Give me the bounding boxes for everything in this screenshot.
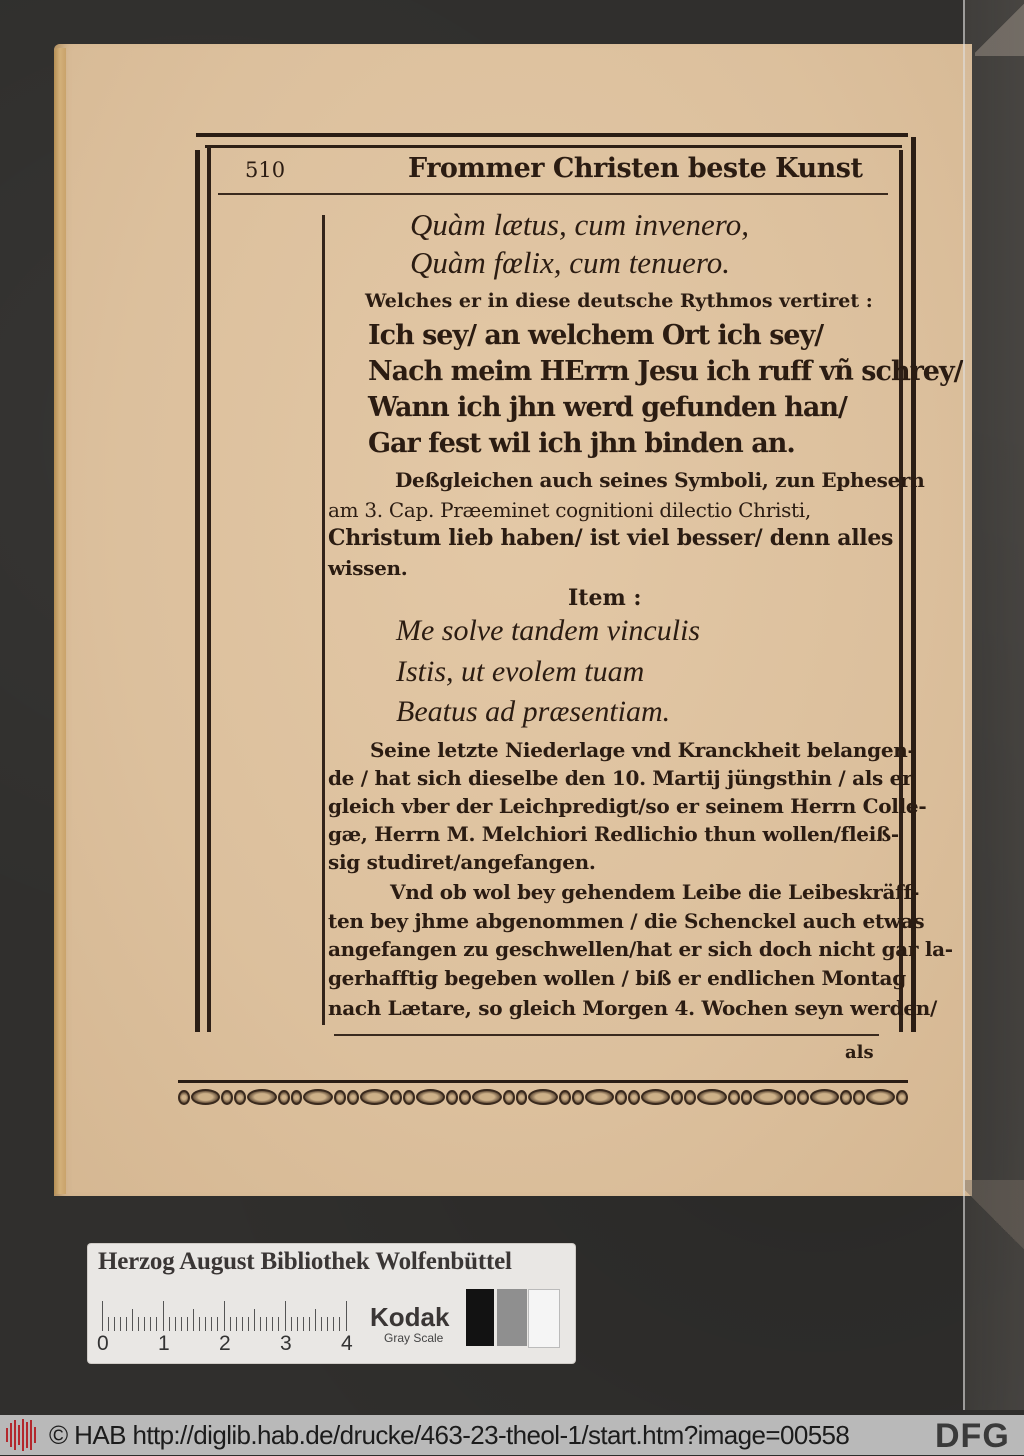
frame-rule-left-inner <box>207 147 211 1032</box>
item-line-3: Beatus ad præsentiam. <box>396 695 671 728</box>
gray-patch-white <box>528 1289 560 1348</box>
frame-rule-top-outer <box>196 133 908 137</box>
paragraph-3-line-3: angefangen zu geschwellen/hat er sich doch nicht gar la- <box>328 937 953 961</box>
institution-name: Herzog August Bibliothek Wolfenbüttel <box>98 1248 512 1275</box>
verse-line-2: Nach meim HErrn Jesu ich ruff vñ schrey/ <box>368 356 963 387</box>
latin-line-2: Quàm fœlix, cum tenuero. <box>410 245 730 280</box>
ruler-label-2: 2 <box>219 1332 231 1355</box>
kodak-brand: Kodak <box>370 1302 450 1332</box>
hab-logo-icon <box>6 1419 36 1451</box>
paragraph-1-line-3: Christum lieb haben/ ist viel besser/ denn alles <box>328 525 894 551</box>
verse-line-1: Ich sey/ an welchem Ort ich sey/ <box>368 320 824 351</box>
text-column-rule <box>322 215 325 1025</box>
paragraph-3-line-2: ten bey jhme abgenommen / die Schenckel auch etwas <box>328 909 925 933</box>
ruler-label-1: 1 <box>158 1332 170 1355</box>
gray-patch-mid <box>497 1289 527 1346</box>
ruler-label-0: 0 <box>97 1332 109 1355</box>
item-heading: Item : <box>568 585 642 611</box>
ruler-label-4: 4 <box>341 1332 353 1355</box>
paragraph-1-line-1: Deßgleichen auch seines Symboli, zun Ephesern <box>395 468 925 492</box>
header-rule <box>218 193 888 195</box>
gray-patch-black <box>466 1289 494 1346</box>
paragraph-3-line-4: gerhafftig begeben wollen / biß er endlichen Montag <box>328 966 906 990</box>
dfg-logo: DFG <box>935 1417 1010 1455</box>
paragraph-3-line-1: Vnd ob wol bey gehendem Leibe die Leibeskräff- <box>390 880 920 904</box>
copyright-link[interactable]: © HAB http://diglib.hab.de/drucke/463-23-theol-1/start.htm?image=00558 <box>49 1420 850 1450</box>
paragraph-2-line-5: sig studiret/angefangen. <box>328 850 596 874</box>
gray-scale-label: Gray Scale <box>384 1331 444 1345</box>
cover-sheet-corner-top <box>975 0 1024 56</box>
paragraph-2-line-4: gæ, Herrn M. Melchiori Redlichio thun wollen/fleiß- <box>328 822 899 846</box>
item-line-2: Istis, ut evolem tuam <box>396 655 645 688</box>
ornament-band <box>178 1080 908 1111</box>
latin-line-1: Quàm lætus, cum invenero, <box>410 207 749 242</box>
page-number: 510 <box>245 158 286 182</box>
item-line-1: Me solve tandem vinculis <box>396 614 701 647</box>
footer-rule <box>334 1034 879 1036</box>
running-head: Frommer Christen beste Kunst <box>408 153 863 184</box>
catchword: als <box>845 1042 874 1063</box>
frame-rule-left-outer <box>195 150 200 1032</box>
color-reference-card <box>88 1244 575 1363</box>
footer-bar <box>0 1415 1024 1455</box>
paragraph-2-line-1: Seine letzte Niederlage vnd Kranckheit belangen- <box>370 738 916 762</box>
paragraph-3-line-5: nach Lætare, so gleich Morgen 4. Wochen seyn werden/ <box>328 996 938 1020</box>
paragraph-1-line-4: wissen. <box>328 556 408 580</box>
verse-line-4: Gar fest wil ich jhn binden an. <box>368 428 795 459</box>
verse-line-3: Wann ich jhn werd gefunden han/ <box>368 392 847 423</box>
paragraph-2-line-2: de / hat sich dieselbe den 10. Martij jüngsthin / als er <box>328 766 913 790</box>
ruler-label-3: 3 <box>280 1332 292 1355</box>
page-stack-edge <box>54 48 66 1194</box>
cover-sheet-corner-bottom <box>965 1180 1024 1260</box>
verse-intro: Welches er in diese deutsche Rythmos vertiret : <box>365 290 873 312</box>
frame-rule-top-inner <box>205 145 902 148</box>
paragraph-1-line-2: am 3. Cap. Præeminet cognitioni dilectio Christi, <box>328 498 811 522</box>
paragraph-2-line-3: gleich vber der Leichpredigt/so er seinem Herrn Colle- <box>328 794 927 818</box>
